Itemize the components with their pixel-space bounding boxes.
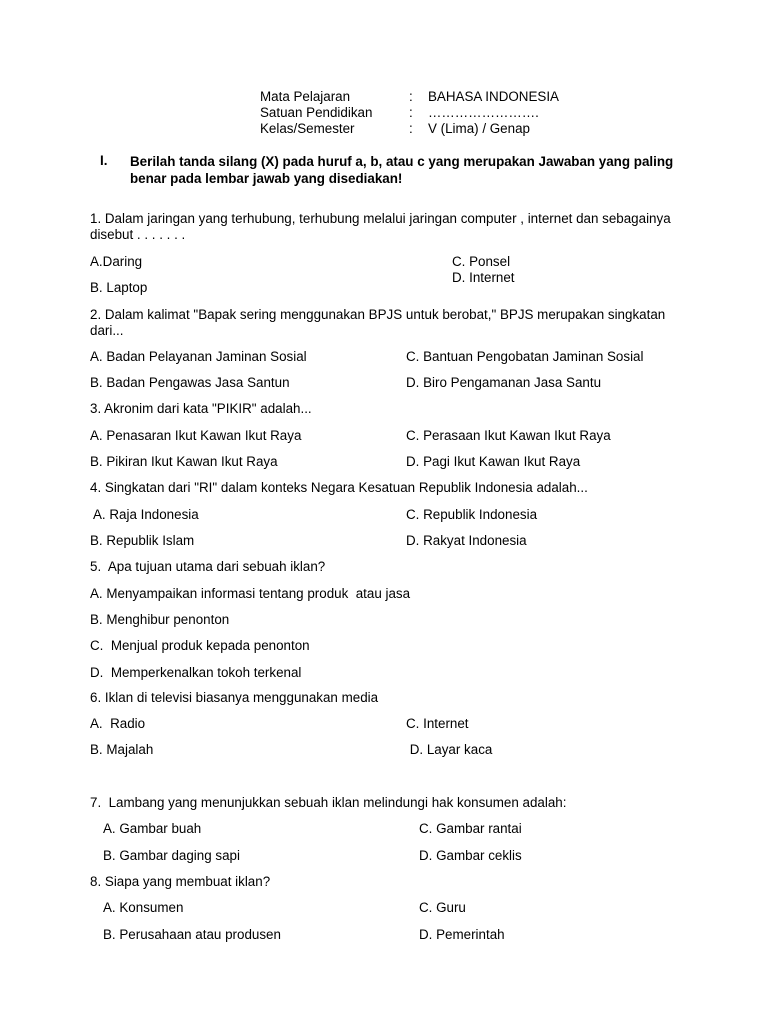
question-text: 2. Dalam kalimat "Bapak sering menggunakan BPJS untuk berobat," BPJS merupakan singkatan dari... xyxy=(90,307,666,338)
option-d: D. Internet xyxy=(452,270,515,285)
question-text: 8. Siapa yang membuat iklan? xyxy=(90,874,271,889)
option-b: B. Majalah xyxy=(90,742,154,757)
header-value-school: ……………………. xyxy=(428,105,539,120)
option-a: A. Menyampaikan informasi tentang produk atau jasa xyxy=(90,586,411,601)
option-d: D. Pagi Ikut Kawan Ikut Raya xyxy=(406,454,581,469)
question-text: 1. Dalam jaringan yang terhubung, terhubung melalui jaringan computer , internet dan sebagainya disebut . . . . . . . xyxy=(90,211,671,242)
option-c: C. Gambar rantai xyxy=(419,821,522,836)
option-d: D. Gambar ceklis xyxy=(419,848,522,863)
header-label-school: Satuan Pendidikan xyxy=(260,105,373,120)
header-value-class: V (Lima) / Genap xyxy=(428,121,530,136)
option-a: A.Daring xyxy=(90,254,143,269)
option-a: A. Radio xyxy=(90,716,146,731)
option-c: C. Menjual produk kepada penonton xyxy=(90,638,310,653)
header-label-class: Kelas/Semester xyxy=(260,121,355,136)
option-c: C. Ponsel xyxy=(452,254,511,269)
option-b: B. Badan Pengawas Jasa Santun xyxy=(90,375,290,390)
option-a: A. Badan Pelayanan Jaminan Sosial xyxy=(90,349,307,364)
option-d: D. Pemerintah xyxy=(419,927,505,942)
option-c: C. Perasaan Ikut Kawan Ikut Raya xyxy=(406,428,611,443)
question-text: 5. Apa tujuan utama dari sebuah iklan? xyxy=(90,559,326,574)
option-a: A. Penasaran Ikut Kawan Ikut Raya xyxy=(90,428,302,443)
question-text: 6. Iklan di televisi biasanya menggunakan media xyxy=(90,690,379,705)
option-b: B. Perusahaan atau produsen xyxy=(103,927,281,942)
option-a: A. Konsumen xyxy=(103,900,184,915)
option-b: B. Menghibur penonton xyxy=(90,612,230,627)
option-b: B. Laptop xyxy=(90,280,148,295)
header-label-subject: Mata Pelajaran xyxy=(260,89,351,104)
option-d: D. Memperkenalkan tokoh terkenal xyxy=(90,665,302,680)
header-value-subject: BAHASA INDONESIA xyxy=(428,89,559,104)
option-c: C. Guru xyxy=(419,900,466,915)
option-c: C. Bantuan Pengobatan Jaminan Sosial xyxy=(406,349,644,364)
question-text: 7. Lambang yang menunjukkan sebuah iklan melindungi hak konsumen adalah: xyxy=(90,795,567,810)
option-d: D. Biro Pengamanan Jasa Santu xyxy=(406,375,602,390)
instruction-text: Berilah tanda silang (X) pada huruf a, b, atau c yang merupakan Jawaban yang paling benar pada lembar jawab yang disediakan! xyxy=(130,154,674,186)
option-c: C. Internet xyxy=(406,716,469,731)
question-text: 4. Singkatan dari "RI" dalam konteks Negara Kesatuan Republik Indonesia adalah... xyxy=(90,480,588,495)
header-colon: : xyxy=(409,89,413,104)
option-a: A. Gambar buah xyxy=(103,821,202,836)
option-b: B. Republik Islam xyxy=(90,533,195,548)
header-colon: : xyxy=(409,121,413,136)
option-b: B. Pikiran Ikut Kawan Ikut Raya xyxy=(90,454,278,469)
instruction-number: I. xyxy=(100,153,108,168)
header-colon: : xyxy=(409,105,413,120)
option-a: A. Raja Indonesia xyxy=(90,507,199,522)
option-d: D. Rakyat Indonesia xyxy=(406,533,527,548)
option-b: B. Gambar daging sapi xyxy=(103,848,240,863)
question-text: 3. Akronim dari kata "PIKIR" adalah... xyxy=(90,401,312,416)
option-d: D. Layar kaca xyxy=(406,742,493,757)
option-c: C. Republik Indonesia xyxy=(406,507,538,522)
